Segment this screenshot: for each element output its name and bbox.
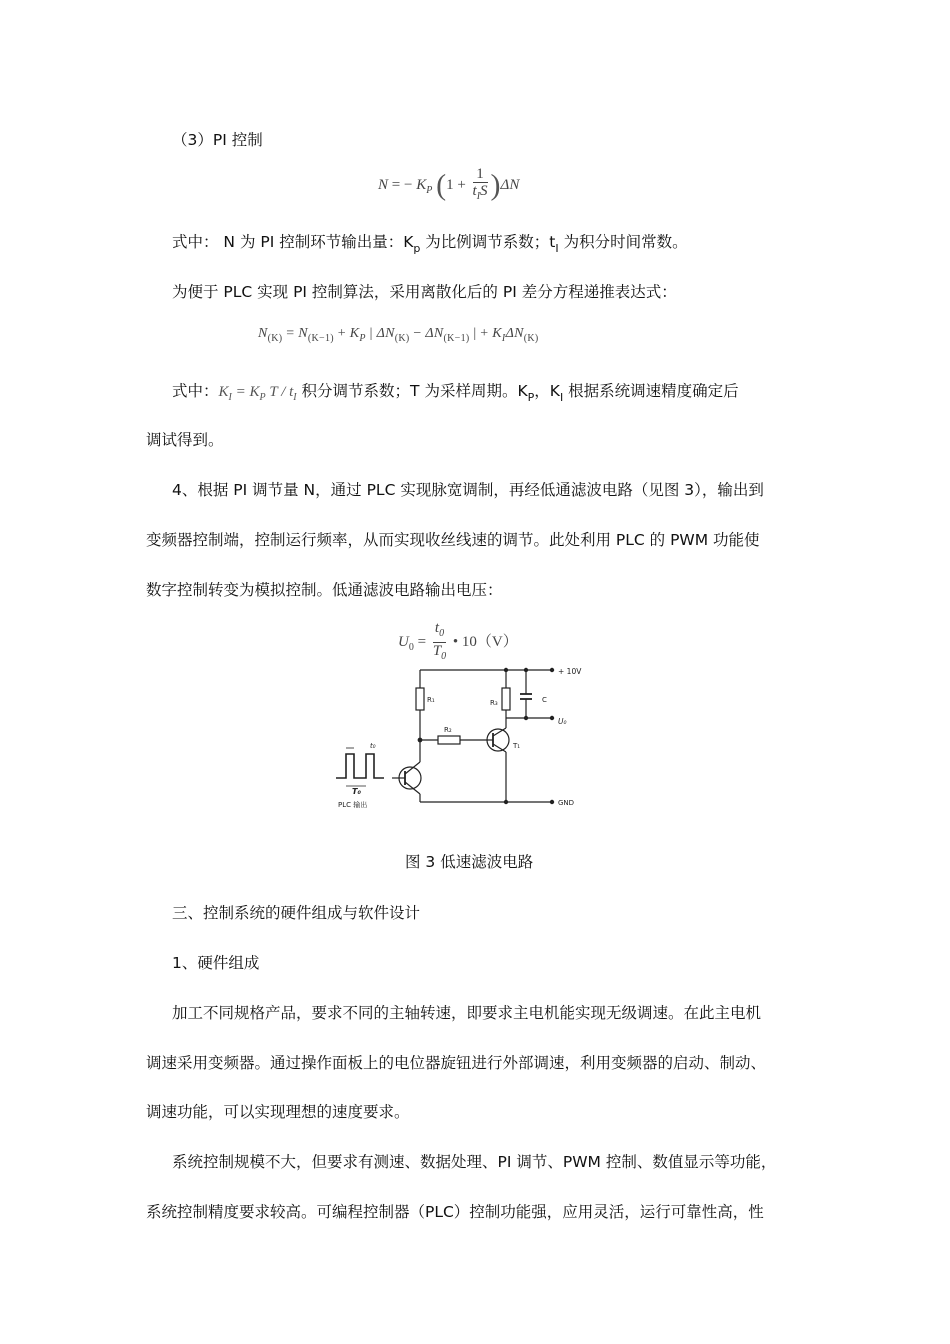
- t1-label: T₁: [513, 742, 521, 750]
- formula-symbol: =: [417, 633, 427, 650]
- text-run: 为比例调节系数；t: [420, 233, 556, 251]
- formula-symbol: t: [434, 620, 440, 636]
- formula-symbol: =: [286, 326, 295, 341]
- text-run: 式中：: [172, 382, 219, 400]
- para4-line: 数字控制转变为模拟控制。低通滤波电路输出电压：: [146, 581, 503, 599]
- hardware-para-line: 加工不同规格产品，要求不同的主轴转速，即要求主电机能实现无级调速。在此主电机: [172, 1004, 762, 1022]
- system-para-line: 系统控制规模不大，但要求有测速、数据处理、PI 调节、PWM 控制、数值显示等功能，: [172, 1153, 777, 1171]
- formula-symbol: ΔN: [425, 326, 444, 341]
- junction-node: [524, 668, 527, 671]
- period-label: T₀: [352, 787, 361, 796]
- u0-label: U₀: [558, 717, 567, 726]
- junction-node: [524, 716, 527, 719]
- r2-label: R₂: [444, 726, 452, 734]
- text-run: 根据系统调速精度确定后: [563, 382, 739, 400]
- para4-line: 4、根据 PI 调节量 N，通过 PLC 实现脉宽调制，再经低通滤波电路（见图 3），输出到: [172, 481, 764, 499]
- formula-symbol: = −: [391, 176, 413, 193]
- hardware-para-line: 调速功能，可以实现理想的速度要求。: [146, 1103, 410, 1121]
- formula-subscript: P: [259, 392, 266, 403]
- gnd-label: GND: [558, 799, 575, 807]
- formula-subscript: I: [476, 191, 481, 202]
- plc-output-label: PLC 输出: [338, 801, 368, 809]
- r1-label: R₁: [427, 696, 435, 704]
- terminal-node: [550, 668, 553, 671]
- subscript: P: [527, 391, 535, 404]
- resistor-r1: [416, 688, 424, 710]
- fraction-numerator: 1: [473, 166, 488, 183]
- formula-symbol: +: [480, 326, 489, 341]
- formula-symbol: |: [473, 326, 477, 341]
- formula-symbol: K: [416, 176, 427, 193]
- formula-symbol: N: [258, 326, 268, 341]
- where-line-1: [172, 232, 688, 259]
- formula-subscript: (K): [394, 333, 410, 344]
- formula-symbol: S: [480, 183, 488, 199]
- formula-symbol: T: [432, 643, 442, 659]
- formula-fraction: [433, 620, 446, 665]
- formula-difference: [258, 326, 539, 344]
- transistor-emitter: [405, 782, 420, 794]
- para4-line: 变频器控制端，控制运行频率，从而实现收丝线速的调节。此处利用 PLC 的 PWM 功能使: [146, 531, 760, 549]
- c-label: C: [542, 696, 547, 704]
- subscript: I: [559, 391, 564, 404]
- heading-pi-control: （3）PI 控制: [172, 131, 263, 149]
- inline-formula-ki: [218, 384, 297, 403]
- formula-symbol: +: [337, 326, 346, 341]
- discrete-intro: 为便于 PLC 实现 PI 控制算法，采用离散化后的 PI 差分方程递推表达式：: [172, 283, 677, 301]
- formula-pi: [378, 166, 519, 205]
- formula-subscript: 0: [439, 628, 445, 639]
- formula-fraction: [473, 166, 488, 205]
- formula-subscript: (K): [267, 333, 283, 344]
- formula-symbol: K: [218, 384, 229, 400]
- formula-subscript: I: [293, 392, 297, 403]
- formula-symbol: N: [378, 176, 389, 193]
- terminal-node: [550, 800, 553, 803]
- hardware-para-line: 调速采用变频器。通过操作面板上的电位器旋钮进行外部调速，利用变频器的启动、制动、: [146, 1054, 767, 1072]
- formula-symbol: ΔN: [505, 326, 524, 341]
- text-run: 积分调节系数；T 为采样周期。K: [296, 382, 528, 400]
- terminal-node: [550, 716, 553, 719]
- formula-subscript: I: [501, 333, 506, 344]
- subscript: I: [555, 242, 559, 255]
- formula-symbol: = K: [231, 384, 260, 400]
- section-heading: 三、控制系统的硬件组成与软件设计: [172, 904, 421, 922]
- formula-subscript: (K): [523, 333, 539, 344]
- where-line-2: [172, 381, 739, 408]
- text-run: 式中： N 为 PI 控制环节输出量：K: [172, 233, 414, 251]
- text-run: ，K: [534, 382, 560, 400]
- text-run: 为积分时间常数。: [558, 233, 688, 251]
- formula-symbol: U: [398, 633, 409, 650]
- formula-symbol: K: [349, 326, 360, 341]
- formula-subscript: P: [359, 333, 366, 344]
- formula-subscript: I: [228, 392, 232, 403]
- resistor-r2: [438, 736, 460, 744]
- system-para-line: 系统控制精度要求较高。可编程控制器（PLC）控制功能强，应用灵活，运行可靠性高，性: [146, 1203, 764, 1221]
- r3-label: R₃: [490, 699, 498, 707]
- formula-symbol: K: [492, 326, 502, 341]
- figure-caption: 图 3 低速滤波电路: [405, 853, 534, 871]
- formula-symbol: −: [413, 326, 422, 341]
- formula-subscript: (K−1): [443, 333, 470, 344]
- formula-subscript: P: [426, 184, 433, 196]
- formula-symbol: T / t: [265, 384, 294, 400]
- junction-node: [504, 800, 507, 803]
- formula-subscript: 0: [441, 651, 447, 662]
- debug-line: 调试得到。: [146, 431, 224, 449]
- right-paren: ): [490, 168, 501, 202]
- t0-label: t₀: [370, 742, 376, 750]
- formula-symbol: ΔN: [500, 176, 520, 193]
- formula-symbol: • 10（V）: [452, 633, 518, 650]
- subsection-heading: 1、硬件组成: [172, 954, 260, 972]
- formula-symbol: t: [472, 183, 477, 199]
- formula-subscript: 0: [408, 641, 414, 653]
- vcc-label: + 10V: [558, 667, 582, 676]
- formula-symbol: ΔN: [376, 326, 395, 341]
- pwm-waveform: [336, 754, 384, 778]
- formula-subscript: (K−1): [307, 333, 334, 344]
- left-paren: (: [436, 168, 447, 202]
- transistor-collector: [405, 762, 420, 774]
- formula-symbol: |: [369, 326, 373, 341]
- low-pass-filter-circuit: [330, 660, 590, 820]
- subscript: p: [413, 242, 421, 255]
- formula-symbol: 1 +: [446, 176, 466, 193]
- formula-output-voltage: [398, 620, 518, 665]
- junction-node: [504, 668, 507, 671]
- formula-symbol: N: [298, 326, 308, 341]
- resistor-r3: [502, 688, 510, 710]
